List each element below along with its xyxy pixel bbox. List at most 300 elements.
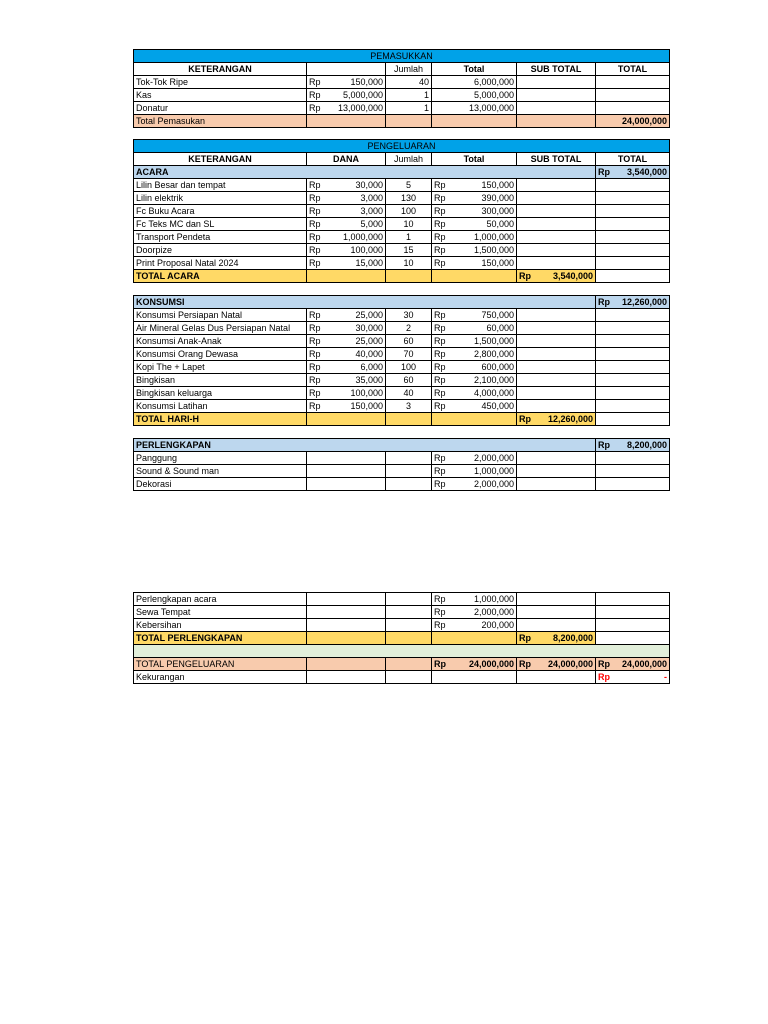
total-value: 390,000 [481,193,514,203]
currency-label: Rp [309,323,321,333]
table-row [134,192,670,205]
currency-label: Rp [434,401,446,411]
row-subtotal [517,478,596,491]
row-total [432,348,517,361]
row-keterangan: Donatur [134,102,307,115]
currency-label: Rp [434,323,446,333]
dana-value: 15,000 [355,258,383,268]
row-subtotal [517,244,596,257]
table-row [134,231,670,244]
currency-label: Rp [434,362,446,372]
col-header-subtotal: SUB TOTAL [517,63,596,76]
row-jumlah [386,593,432,606]
row-total [432,387,517,400]
row-subtotal [517,322,596,335]
table-row [134,244,670,257]
currency-label: Rp [434,388,446,398]
empty-cell [432,270,517,283]
row-grand-total [596,465,670,478]
col-header-total: Total [432,153,517,166]
row-keterangan: Sound & Sound man [134,465,307,478]
row-total: 6,000,000 [432,76,517,89]
kekurangan-amount: - [664,672,667,682]
row-dana [307,102,386,115]
table-row [134,205,670,218]
empty-cell [432,671,517,684]
dana-value: 30,000 [355,180,383,190]
currency-label: Rp [309,206,321,216]
kekurangan-value [596,671,670,684]
col-header-keterangan: KETERANGAN [134,153,307,166]
dana-value: 6,000 [360,362,383,372]
total-value: 750,000 [481,310,514,320]
col-header-grand-total: TOTAL [596,63,670,76]
total-value: 24,000,000 [468,659,514,669]
row-dana [307,244,386,257]
total-perlengkapan-label: TOTAL PERLENGKAPAN [134,632,307,645]
row-grand-total [596,335,670,348]
empty-cell [386,658,432,671]
row-keterangan: Konsumsi Persiapan Natal [134,309,307,322]
row-total [432,606,517,619]
currency-label: Rp [309,193,321,203]
row-jumlah: 60 [386,374,432,387]
table-row [134,218,670,231]
currency-label: Rp [309,401,321,411]
spacer-row [134,426,670,439]
row-jumlah [386,478,432,491]
total-hari-h-row [134,413,670,426]
empty-cell [596,632,670,645]
row-subtotal [517,400,596,413]
row-subtotal [517,205,596,218]
table-row [134,387,670,400]
total-pengeluaran-row [134,658,670,671]
section-perlengkapan-row [134,439,670,452]
total-pemasukan-value: 24,000,000 [596,115,670,128]
currency-label: Rp [434,607,446,617]
row-grand-total [596,76,670,89]
row-grand-total [596,218,670,231]
total-value: 150,000 [481,180,514,190]
section-total-value: 12,260,000 [621,297,667,307]
row-jumlah: 5 [386,179,432,192]
row-keterangan: Kopi The + Lapet [134,361,307,374]
total-value: 1,000,000 [473,232,514,242]
col-header-jumlah: Jumlah [386,153,432,166]
table-row [134,361,670,374]
section-acara-row [134,166,670,179]
row-keterangan: Fc Teks MC dan SL [134,218,307,231]
currency-label: Rp [434,620,446,630]
row-jumlah: 130 [386,192,432,205]
empty-cell [432,632,517,645]
dana-value: 13,000,000 [337,103,383,113]
col-header-subtotal: SUB TOTAL [517,153,596,166]
empty-cell [517,115,596,128]
table-row [134,465,670,478]
row-total [432,465,517,478]
row-jumlah: 1 [386,231,432,244]
currency-label: Rp [309,362,321,372]
row-total [432,192,517,205]
total-pemasukan-row [134,115,670,128]
empty-cell [307,632,386,645]
row-keterangan: Konsumsi Anak-Anak [134,335,307,348]
spacer-cell [134,645,670,658]
row-dana [307,400,386,413]
row-subtotal [517,102,596,115]
row-dana [307,374,386,387]
section-konsumsi-row [134,296,670,309]
row-subtotal [517,387,596,400]
grand-total-value: 24,000,000 [621,659,667,669]
table-row [134,374,670,387]
table-row [134,179,670,192]
row-jumlah: 100 [386,205,432,218]
row-keterangan: Doorpize [134,244,307,257]
total-value: 1,000,000 [473,594,514,604]
row-dana [307,335,386,348]
dana-value: 100,000 [350,245,383,255]
total-value: 50,000 [486,219,514,229]
section-konsumsi-total [596,296,670,309]
empty-cell [432,413,517,426]
row-total [432,400,517,413]
row-subtotal [517,452,596,465]
currency-label: Rp [434,336,446,346]
total-acara-subtotal [517,270,596,283]
total-value: 2,000,000 [473,453,514,463]
row-keterangan: Panggung [134,452,307,465]
currency-label: Rp [309,310,321,320]
row-grand-total [596,102,670,115]
spacer-row [134,283,670,296]
currency-label: Rp [309,388,321,398]
row-keterangan: Kebersihan [134,619,307,632]
row-keterangan: Lilin elektrik [134,192,307,205]
row-total [432,335,517,348]
total-value: 4,000,000 [473,388,514,398]
spacer-cell [134,283,670,296]
row-grand-total [596,619,670,632]
row-total: 13,000,000 [432,102,517,115]
pemasukkan-header-row [134,63,670,76]
total-pengeluaran-grand [596,658,670,671]
row-jumlah [386,452,432,465]
dana-value: 150,000 [350,401,383,411]
subtotal-value: 24,000,000 [547,659,593,669]
row-jumlah: 40 [386,76,432,89]
currency-label: Rp [519,633,531,643]
row-grand-total [596,192,670,205]
total-value: 200,000 [481,620,514,630]
row-grand-total [596,89,670,102]
row-dana [307,361,386,374]
row-subtotal [517,89,596,102]
row-grand-total [596,593,670,606]
row-grand-total [596,606,670,619]
section-perlengkapan-total [596,439,670,452]
table-row [134,257,670,270]
empty-cell [386,632,432,645]
dana-value: 1,000,000 [342,232,383,242]
currency-label: Rp [598,659,610,669]
total-acara-label: TOTAL ACARA [134,270,307,283]
pengeluaran-title-row [134,140,670,153]
table-row [134,593,670,606]
currency-label: Rp [309,232,321,242]
currency-label: Rp [309,258,321,268]
currency-label: Rp [434,310,446,320]
total-value: 2,000,000 [473,607,514,617]
row-dana [307,89,386,102]
row-dana [307,619,386,632]
dana-value: 100,000 [350,388,383,398]
row-subtotal [517,257,596,270]
currency-label: Rp [598,297,610,307]
table-row [134,478,670,491]
row-total [432,361,517,374]
total-hari-h-label: TOTAL HARI-H [134,413,307,426]
table-row [134,452,670,465]
currency-label: Rp [598,167,610,177]
table-row [134,348,670,361]
currency-label: Rp [434,349,446,359]
row-jumlah: 60 [386,335,432,348]
table-row [134,322,670,335]
currency-label: Rp [434,594,446,604]
total-value: 1,000,000 [473,466,514,476]
row-total [432,244,517,257]
currency-label: Rp [598,440,610,450]
row-keterangan: Air Mineral Gelas Dus Persiapan Natal [134,322,307,335]
row-dana [307,387,386,400]
currency-label: Rp [519,659,531,669]
row-jumlah: 3 [386,400,432,413]
table-row [134,400,670,413]
currency-label: Rp [309,90,321,100]
currency-label: Rp [309,219,321,229]
row-subtotal [517,335,596,348]
empty-cell [307,671,386,684]
section-total-value: 8,200,000 [626,440,667,450]
row-subtotal [517,606,596,619]
row-keterangan: Fc Buku Acara [134,205,307,218]
currency-label: Rp [434,245,446,255]
empty-cell [386,671,432,684]
row-keterangan: Tok-Tok Ripe [134,76,307,89]
section-total-value: 3,540,000 [626,167,667,177]
pemasukkan-table [133,49,670,128]
row-dana [307,231,386,244]
row-total [432,374,517,387]
total-value: 2,800,000 [473,349,514,359]
row-dana [307,257,386,270]
total-perlengkapan-row [134,632,670,645]
row-keterangan: Transport Pendeta [134,231,307,244]
row-keterangan: Kas [134,89,307,102]
row-dana [307,322,386,335]
row-keterangan: Dekorasi [134,478,307,491]
empty-cell [596,413,670,426]
row-jumlah [386,619,432,632]
row-keterangan: Konsumsi Latihan [134,400,307,413]
dana-value: 25,000 [355,310,383,320]
currency-label: Rp [309,349,321,359]
empty-cell [386,413,432,426]
col-header-grand-total: TOTAL [596,153,670,166]
row-total [432,452,517,465]
row-total [432,205,517,218]
currency-label: Rp [598,672,610,682]
row-grand-total [596,452,670,465]
row-grand-total [596,400,670,413]
row-jumlah: 70 [386,348,432,361]
row-subtotal [517,619,596,632]
empty-cell [386,115,432,128]
currency-label: Rp [309,180,321,190]
row-jumlah: 10 [386,257,432,270]
row-subtotal [517,192,596,205]
row-dana [307,179,386,192]
row-dana [307,465,386,478]
row-grand-total [596,387,670,400]
row-grand-total [596,348,670,361]
currency-label: Rp [434,375,446,385]
dana-value: 150,000 [350,77,383,87]
row-grand-total [596,244,670,257]
row-dana [307,348,386,361]
total-value: 1,500,000 [473,336,514,346]
row-jumlah: 1 [386,102,432,115]
total-pengeluaran-label: TOTAL PENGELUARAN [134,658,307,671]
row-total [432,593,517,606]
row-total [432,218,517,231]
dana-value: 35,000 [355,375,383,385]
currency-label: Rp [434,206,446,216]
row-grand-total [596,257,670,270]
row-total [432,309,517,322]
table-row [134,335,670,348]
subtotal-value: 12,260,000 [547,414,593,424]
total-value: 450,000 [481,401,514,411]
row-subtotal [517,179,596,192]
row-dana [307,218,386,231]
row-total: 5,000,000 [432,89,517,102]
dana-value: 5,000,000 [342,90,383,100]
dana-value: 3,000 [360,193,383,203]
currency-label: Rp [309,77,321,87]
total-value: 2,000,000 [473,479,514,489]
row-total [432,179,517,192]
table-row [134,619,670,632]
row-jumlah: 40 [386,387,432,400]
dana-value: 3,000 [360,206,383,216]
kekurangan-label: Kekurangan [134,671,307,684]
section-acara-label: ACARA [134,166,596,179]
total-value: 2,100,000 [473,375,514,385]
empty-cell [307,658,386,671]
row-jumlah: 30 [386,309,432,322]
currency-label: Rp [309,245,321,255]
table-row [134,102,670,115]
row-jumlah: 15 [386,244,432,257]
row-jumlah: 10 [386,218,432,231]
row-grand-total [596,231,670,244]
empty-cell [517,671,596,684]
empty-cell [432,115,517,128]
table-row [134,309,670,322]
row-dana [307,478,386,491]
row-jumlah [386,465,432,478]
currency-label: Rp [309,375,321,385]
row-subtotal [517,593,596,606]
table-row [134,76,670,89]
row-dana [307,309,386,322]
row-keterangan: Sewa Tempat [134,606,307,619]
row-total [432,322,517,335]
dana-value: 40,000 [355,349,383,359]
dana-value: 5,000 [360,219,383,229]
currency-label: Rp [434,659,446,669]
col-header-total: Total [432,63,517,76]
row-jumlah: 1 [386,89,432,102]
row-grand-total [596,374,670,387]
spacer-cell [134,426,670,439]
table-row [134,89,670,102]
row-grand-total [596,205,670,218]
row-subtotal [517,76,596,89]
currency-label: Rp [519,414,531,424]
row-grand-total [596,322,670,335]
currency-label: Rp [434,232,446,242]
row-jumlah [386,606,432,619]
currency-label: Rp [434,479,446,489]
empty-cell [596,270,670,283]
total-value: 600,000 [481,362,514,372]
row-grand-total [596,361,670,374]
spacer-row [134,645,670,658]
currency-label: Rp [309,103,321,113]
dana-value: 25,000 [355,336,383,346]
total-perlengkapan-subtotal [517,632,596,645]
row-subtotal [517,218,596,231]
currency-label: Rp [434,219,446,229]
currency-label: Rp [309,336,321,346]
row-grand-total [596,309,670,322]
col-header-dana [307,63,386,76]
dana-value: 30,000 [355,323,383,333]
col-header-jumlah: Jumlah [386,63,432,76]
pemasukkan-title-row [134,50,670,63]
row-subtotal [517,361,596,374]
row-total [432,619,517,632]
total-value: 60,000 [486,323,514,333]
section-acara-total [596,166,670,179]
row-dana [307,452,386,465]
pemasukkan-title: PEMASUKKAN [134,50,670,63]
row-dana [307,192,386,205]
row-jumlah: 2 [386,322,432,335]
row-dana [307,606,386,619]
subtotal-value: 3,540,000 [552,271,593,281]
row-grand-total [596,478,670,491]
currency-label: Rp [434,453,446,463]
col-header-keterangan: KETERANGAN [134,63,307,76]
row-total [432,257,517,270]
total-acara-row [134,270,670,283]
